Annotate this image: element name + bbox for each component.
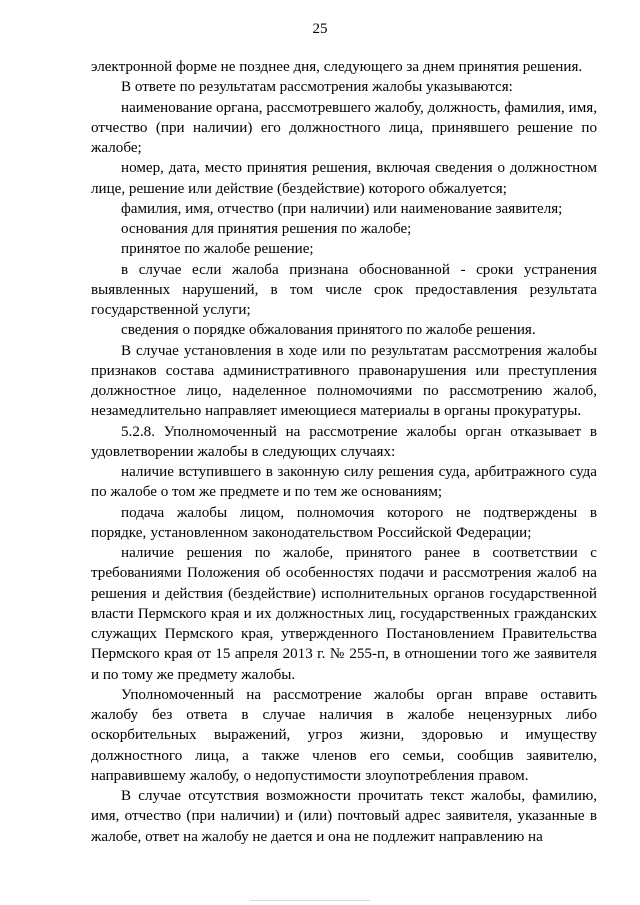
list-item-unconfirmed-authority: подача жалобы лицом, полномочия которого не подтверждены в порядке, установленном законодательством Российской Федерации; (91, 504, 597, 541)
document-body (91, 57, 597, 847)
page-bottom-divider (250, 900, 370, 901)
list-item-appeal-procedure: сведения о порядке обжалования принятого по жалобе решения. (121, 322, 536, 339)
list-item-decision-details: номер, дата, место принятия решения, включая сведения о должностном лице, решение или действие (бездействие) которого обжалуется; (91, 160, 597, 197)
paragraph-no-answer-obscene: Уполномоченный на рассмотрение жалобы орган вправе оставить жалобу без ответа в случае наличия в жалобе нецензурных либо оскорбительных выражений, угроз жизни, здоровью и имуществу должностного лица, а также членов его семьи, сообщив заявителю, направившему жалобу, о недопустимости злоупотребления правом. (91, 686, 597, 784)
list-item-decision: принятое по жалобе решение; (121, 241, 314, 258)
paragraph-prosecutor-referral: В случае установления в ходе или по результатам рассмотрения жалобы признаков состава административного правонарушения или преступления должностное лицо, наделенное полномочиями по рассмотрению жалоб, незамедлительно направляет имеющиеся материалы в органы прокуратуры. (91, 342, 597, 420)
paragraph-answer-intro: В ответе по результатам рассмотрения жалобы указываются: (121, 79, 513, 96)
list-item-court-decision: наличие вступившего в законную силу решения суда, арбитражного суда по жалобе о том же предмете и по тем же основаниям; (91, 464, 597, 501)
list-item-grounds: основания для принятия решения по жалобе; (121, 221, 412, 237)
paragraph-unreadable-complaint: В случае отсутствия возможности прочитать текст жалобы, фамилию, имя, отчество (при наличии) и (или) почтовый адрес заявителя, указанные в жалобе, ответ на жалобу не дается и она не подлежит направлению на (91, 788, 597, 845)
list-item-applicant-name: фамилия, имя, отчество (при наличии) или наименование заявителя; (121, 200, 563, 217)
paragraph-continuation: электронной форме не позднее дня, следующего за днем принятия решения. (91, 59, 583, 75)
list-item-remedy-deadlines: в случае если жалоба признана обоснованной - сроки устранения выявленных нарушений, в том числе срок предоставления результата государственной услуги; (91, 261, 597, 318)
page-number: 25 (312, 21, 328, 37)
list-item-prior-decision: наличие решения по жалобе, принятого ранее в соответствии с требованиями Положения об особенностях подачи и рассмотрения жалоб на решения и действия (бездействие) исполнительных органов государственной власти Пермского края и их должностных лиц, государственных гражданских служащих Пермского края, утвержденного Постановлением Правительства Пермского края от 15 апреля 2013 г. № 255-п, в отношении того же заявителя и по тому же предмету жалобы. (91, 545, 597, 683)
list-item-authority-name: наименование органа, рассмотревшего жалобу, должность, фамилия, имя, отчество (при наличии) его должностного лица, принявшего решение по жалобе; (91, 99, 597, 156)
paragraph-section-5-2-8: 5.2.8. Уполномоченный на рассмотрение жалобы орган отказывает в удовлетворении жалобы в следующих случаях: (91, 423, 597, 460)
